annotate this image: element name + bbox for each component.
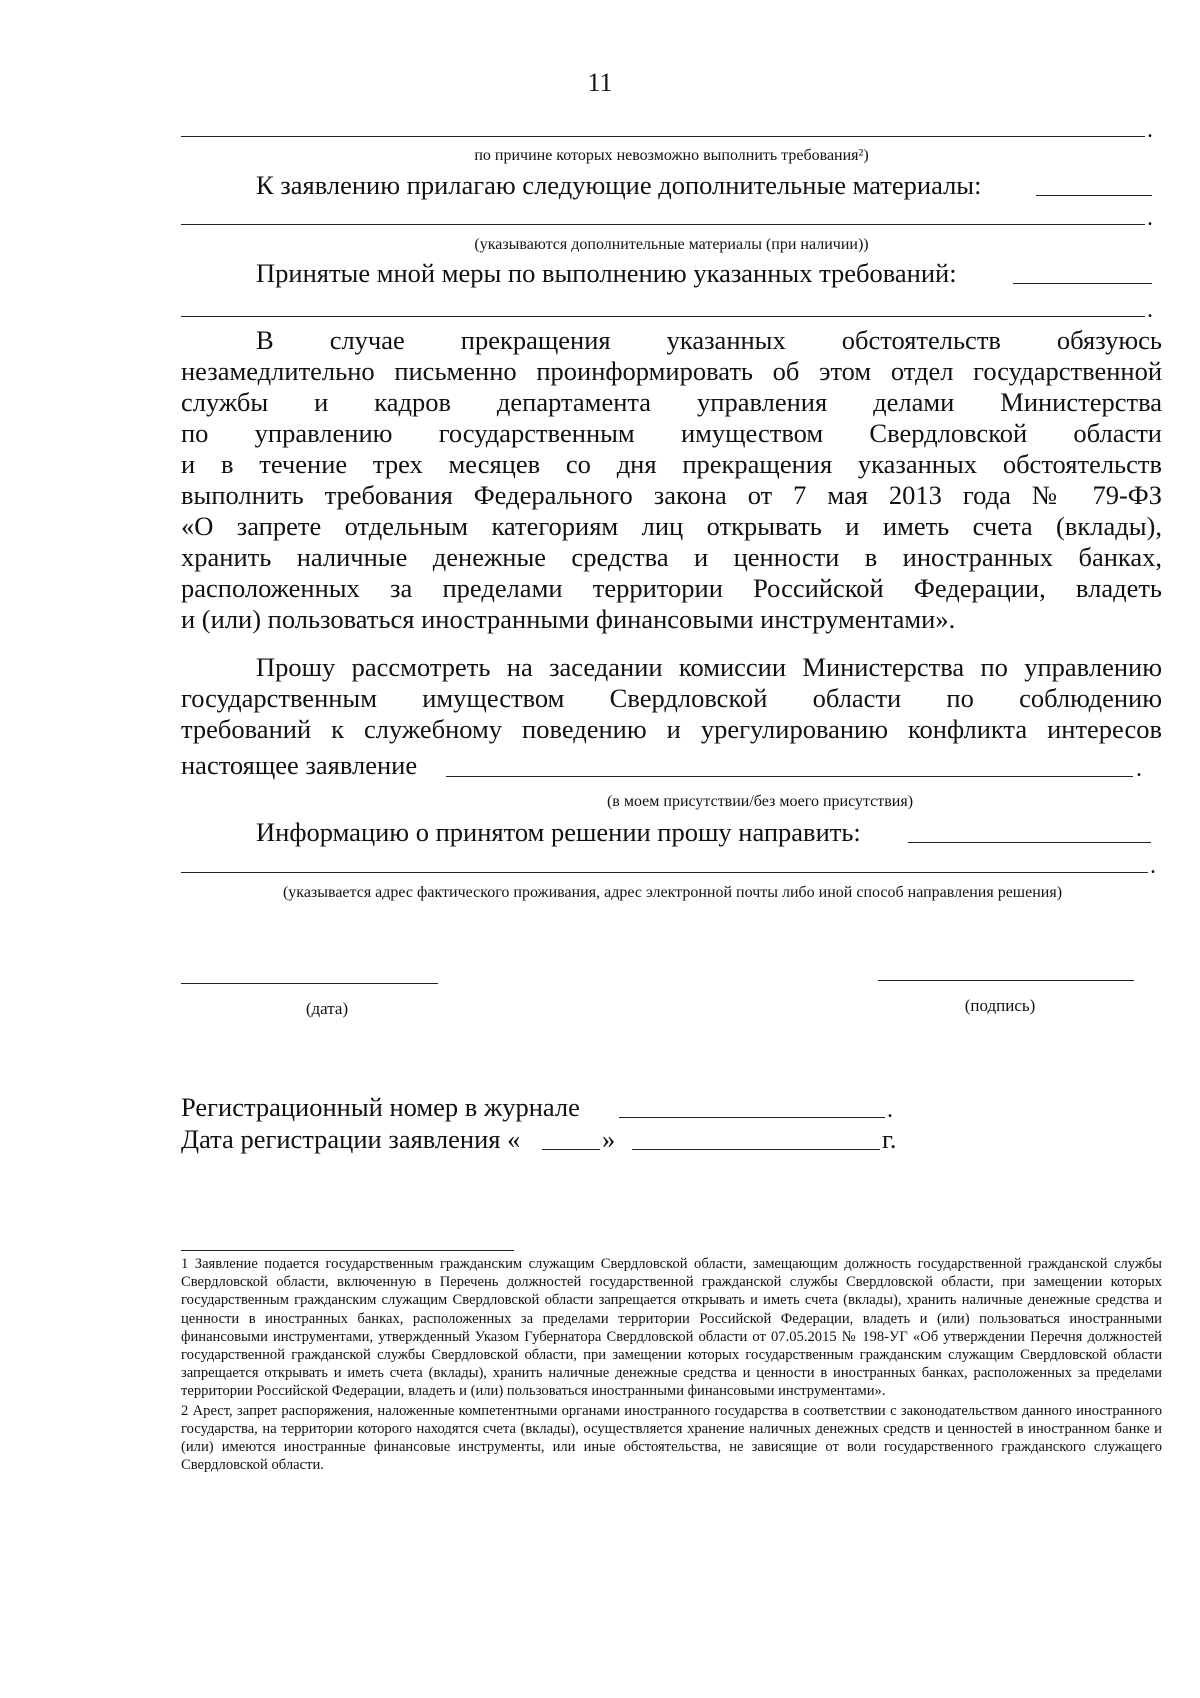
attach-fill-line [1036, 195, 1152, 196]
paragraph-commitment [181, 325, 1162, 635]
commitment-line: «О запрете отдельным категориям лиц открывать и иметь счета (вклады), [181, 511, 1162, 541]
blank-line-measures [181, 316, 1145, 317]
commitment-line: и (или) пользоваться иностранными финансовыми инструментами». [181, 604, 956, 634]
footnote-2: 2 Арест, запрет распоряжения, наложенные компетентными органами иностранного государства в соответствии с законодательством данного иностранного государства, на территории которого находятся счета (вклады), осуществляется хранение наличных денежных средств и ценностей в иностранном банке и (или) имеются иностранные финансовые инструменты, или иные обстоятельства, не зависящие от воли государственного гражданского служащего Свердловской области. [181, 1402, 1162, 1474]
commitment-line: незамедлительно письменно проинформировать об этом отдел государственной [181, 356, 1162, 386]
request-line: Прошу рассмотреть на заседании комиссии Министерства по управлению [256, 652, 1162, 682]
commitment-line: службы и кадров департамента управления делами Министерства [181, 387, 1162, 417]
line-period: . [1136, 756, 1142, 782]
commitment-line: выполнить требования Федерального закона от 7 мая 2013 года № 79-ФЗ [181, 480, 1162, 510]
line-period: . [887, 1097, 893, 1123]
registration-number-label: Регистрационный номер в журнале [181, 1092, 580, 1122]
registration-day-line [542, 1149, 600, 1150]
registration-number-line [619, 1117, 885, 1118]
registration-date-close: » [602, 1124, 616, 1154]
line-period: . [1150, 853, 1156, 879]
date-caption: (дата) [305, 999, 349, 1018]
caption-address: (указывается адрес фактического проживания, адрес электронной почты либо иной способ направления решения) [282, 884, 1063, 901]
signature-caption: (подпись) [964, 996, 1036, 1015]
registration-date-suffix: г. [882, 1124, 897, 1154]
presence-fill-line [446, 776, 1133, 777]
date-signature-line [181, 983, 438, 984]
request-line: требований к служебному поведению и урегулированию конфликта интересов [181, 714, 1162, 744]
commitment-line: хранить наличные денежные средства и ценности в иностранных банках, [181, 542, 1162, 572]
line-period: . [1147, 205, 1153, 231]
info-fill-line [908, 842, 1151, 843]
footnotes [181, 1255, 1162, 1475]
paragraph-request [181, 652, 1162, 745]
info-label: Информацию о принятом решении прошу направить: [256, 817, 861, 847]
blank-line-materials [181, 224, 1145, 225]
blank-line-reasons [181, 136, 1145, 137]
page-number: 11 [587, 68, 613, 97]
commitment-line: и в течение трех месяцев со дня прекращения указанных обстоятельств [181, 449, 1162, 479]
signature-line [878, 980, 1134, 981]
commitment-line: расположенных за пределами территории Российской Федерации, владеть [181, 573, 1162, 603]
attach-label: К заявлению прилагаю следующие дополнительные материалы: [256, 170, 982, 200]
line-period: . [1147, 297, 1153, 323]
blank-line-address [181, 872, 1148, 873]
request-line: государственным имуществом Свердловской области по соблюдению [181, 683, 1162, 713]
commitment-line: по управлению государственным имуществом Свердловской области [181, 418, 1162, 448]
request-tail: настоящее заявление [181, 750, 418, 780]
line-period: . [1147, 117, 1153, 143]
registration-month-line [632, 1149, 880, 1150]
registration-date-label: Дата регистрации заявления « [181, 1124, 521, 1154]
measures-fill-line [1013, 283, 1152, 284]
footnote-separator [181, 1250, 514, 1251]
footnote-1: 1 Заявление подается государственным гражданским служащим Свердловской области, замещающим должность государственной гражданской службы Свердловской области, включенную в Перечень должностей государственной гражданской службы Свердловской области, при замещении которых государственным гражданским служащим Свердловской области запрещается открывать и иметь счета (вклады), хранить наличные денежные средства и ценности в иностранных банках, расположенных за пределами территории Российской Федерации, владеть и (или) пользоваться иностранными финансовыми инструментами, утвержденный Указом Губернатора Свердловской области от 07.05.2015 № 198-УГ «Об утверждении Перечня должностей государственной гражданской службы Свердловской области, при замещении которых государственным гражданским служащим Свердловской области запрещается открывать и иметь счета (вклады), хранить наличные денежные средства и ценности в иностранных банках, расположенных за пределами территории Российской Федерации, владеть и (или) пользоваться иностранными финансовыми инструментами». [181, 1256, 1162, 1400]
measures-label: Принятые мной меры по выполнению указанных требований: [256, 258, 957, 288]
caption-presence: (в моем присутствии/без моего присутствия) [606, 793, 914, 810]
caption-materials: (указываются дополнительные материалы (при наличии)) [474, 236, 869, 253]
commitment-line: В случае прекращения указанных обстоятельств обязуюсь [256, 325, 1162, 355]
caption-reasons: по причине которых невозможно выполнить требования²) [474, 147, 869, 164]
